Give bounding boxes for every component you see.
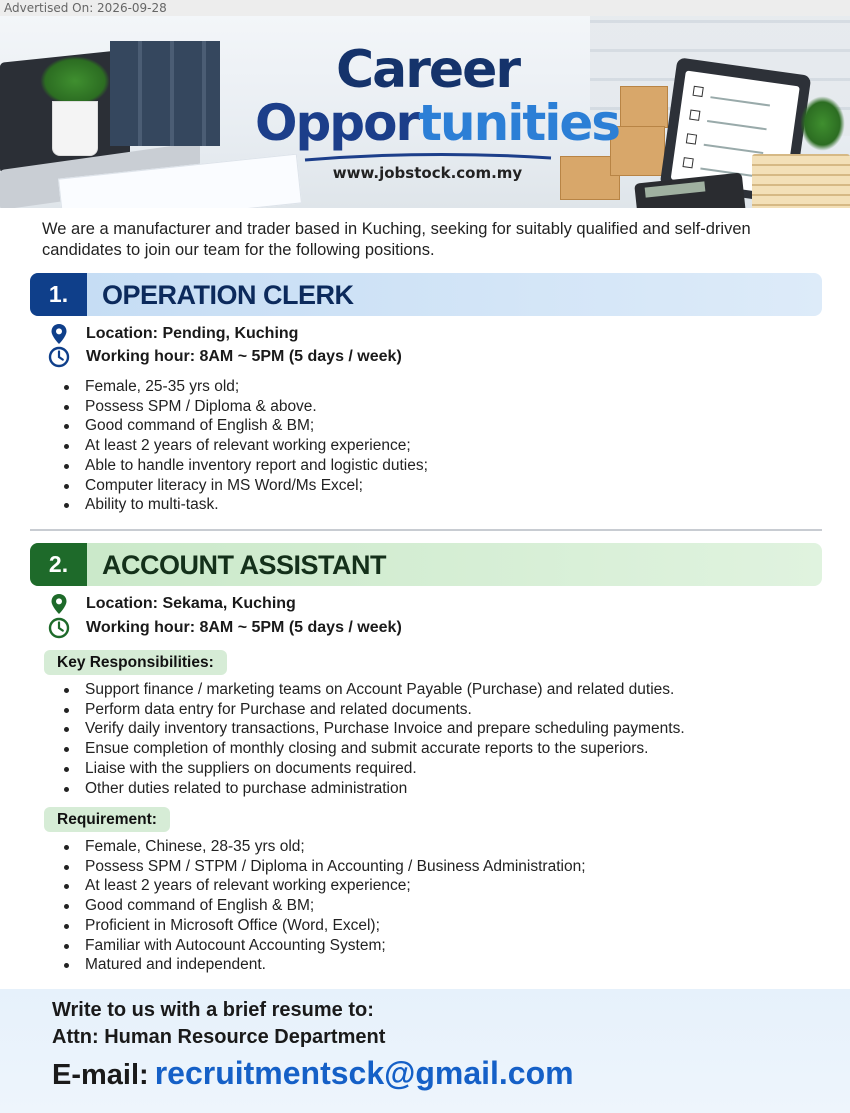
plant-pot-decor: [52, 101, 98, 156]
email-link[interactable]: recruitmentsck@gmail.com: [154, 1055, 574, 1091]
position-2-requirements-list: [62, 837, 586, 975]
section-divider: [30, 529, 822, 531]
list-item: Good command of English & BM;: [62, 896, 586, 916]
position-1-requirements-list: [62, 377, 428, 515]
list-item: Support finance / marketing teams on Account Payable (Purchase) and related duties.: [62, 680, 685, 700]
key-responsibilities-label: Key Responsibilities:: [44, 650, 227, 675]
contact-attention: Attn: Human Resource Department: [52, 1026, 386, 1048]
contact-footer: [0, 989, 850, 1113]
list-item: Liaise with the suppliers on documents required.: [62, 759, 685, 779]
list-item: Ensue completion of monthly closing and submit accurate reports to the superiors.: [62, 739, 685, 759]
binders-decor: [110, 41, 220, 146]
banner-title-line2-part-a: Oppor: [255, 94, 419, 152]
list-item: Possess SPM / Diploma & above.: [62, 397, 428, 417]
location-pin-icon: [48, 323, 70, 345]
swoosh-underline-icon: [303, 152, 553, 162]
cardboard-box-decor: [620, 86, 668, 128]
advertised-date: Advertised On: 2026-09-28: [0, 0, 850, 16]
plant-decor: [800, 96, 845, 151]
list-item: Familiar with Autocount Accounting System;: [62, 936, 586, 956]
position-2-title: ACCOUNT ASSISTANT: [102, 550, 386, 580]
banner-title-line1: Career: [335, 40, 520, 100]
intro-text: We are a manufacturer and trader based in Kuching, seeking for suitably qualified and self-driven candidates to join our team for the following positions.: [42, 220, 751, 259]
list-item: Proficient in Microsoft Office (Word, Excel);: [62, 916, 586, 936]
position-1-header: [30, 273, 822, 316]
list-item: Female, 25-35 yrs old;: [62, 377, 428, 397]
list-item: Able to handle inventory report and logistic duties;: [62, 456, 428, 476]
clock-icon: [48, 617, 70, 639]
contact-instruction: Write to us with a brief resume to:: [52, 999, 374, 1021]
banner-title-line2: [255, 94, 620, 152]
banner-website[interactable]: www.jobstock.com.my: [332, 164, 523, 182]
list-item: Good command of English & BM;: [62, 416, 428, 436]
list-item: Perform data entry for Purchase and related documents.: [62, 700, 685, 720]
position-1-number: 1.: [30, 273, 87, 316]
list-item: Possess SPM / STPM / Diploma in Accounting / Business Administration;: [62, 857, 586, 877]
position-2-header: [30, 543, 822, 586]
list-item: At least 2 years of relevant working experience;: [62, 876, 586, 896]
position-1-location-text: Location: Pending, Kuching: [86, 325, 299, 342]
position-1-title: OPERATION CLERK: [102, 280, 354, 310]
list-item: Computer literacy in MS Word/Ms Excel;: [62, 476, 428, 496]
list-item: At least 2 years of relevant working experience;: [62, 436, 428, 456]
position-2-number: 2.: [30, 543, 87, 586]
list-item: Ability to multi-task.: [62, 495, 428, 515]
banner-title: [255, 40, 620, 182]
position-1-hours-text: Working hour: 8AM ~ 5PM (5 days / week): [86, 348, 402, 365]
calculator-icon: [634, 172, 746, 208]
plant-decor: [40, 56, 110, 106]
list-item: Other duties related to purchase administration: [62, 779, 685, 799]
position-2-hours-text: Working hour: 8AM ~ 5PM (5 days / week): [86, 619, 402, 636]
location-pin-icon: [48, 593, 70, 615]
header-banner: [0, 16, 850, 208]
list-item: Female, Chinese, 28-35 yrs old;: [62, 837, 586, 857]
clock-icon: [48, 346, 70, 368]
list-item: Matured and independent.: [62, 955, 586, 975]
contact-email-row: [52, 1055, 574, 1092]
position-2-responsibilities-list: [62, 680, 685, 798]
folders-decor: [752, 154, 850, 208]
requirement-label: Requirement:: [44, 807, 170, 832]
position-2-location-text: Location: Sekama, Kuching: [86, 595, 296, 612]
banner-title-line2-part-b: tunities: [418, 94, 620, 152]
list-item: Verify daily inventory transactions, Purchase Invoice and prepare scheduling payments.: [62, 719, 685, 739]
email-label: E-mail:: [52, 1059, 149, 1091]
